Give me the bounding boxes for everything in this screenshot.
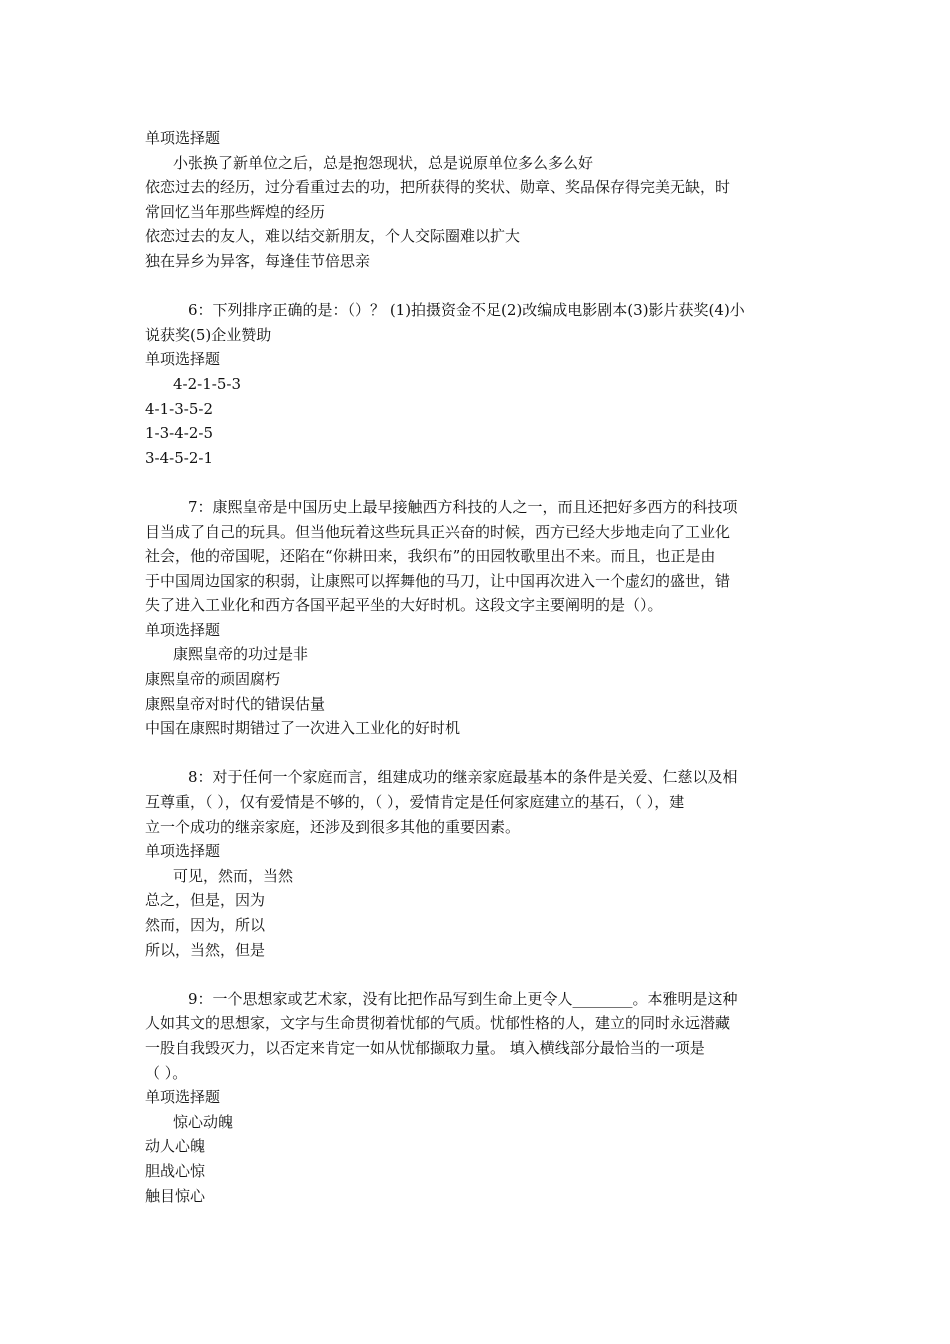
option-a: 康熙皇帝的功过是非: [173, 645, 309, 664]
question-text-line: 8：对于任何一个家庭而言，组建成功的继亲家庭最基本的条件是关爱、仁慈以及相: [188, 768, 738, 787]
option-d: 独在异乡为异客，每逢佳节倍思亲: [145, 251, 371, 270]
option-b: 总之，但是，因为: [145, 891, 266, 910]
question-text-line: 立一个成功的继亲家庭，还涉及到很多其他的重要因素。: [145, 817, 521, 836]
question-block-prev: [145, 126, 807, 274]
question-text-line: 互尊重，（ ），仅有爱情是不够的，（ ），爱情肯定是任何家庭建立的基石，（ ），建: [145, 793, 685, 812]
option-a: 4-2-1-5-3: [173, 374, 241, 393]
question-text-line: 社会，他的帝国呢，还陷在“你耕田来，我织布”的田园牧歌里出不来。而且，也正是由: [145, 547, 716, 566]
option-a: 可见，然而，当然: [173, 866, 294, 885]
question-block-7: [145, 495, 807, 741]
question-block-8: [145, 765, 807, 962]
question-text-line: 9：一个思想家或艺术家，没有比把作品写到生命上更令人________。本雅明是这种: [188, 989, 738, 1008]
option-a: 惊心动魄: [173, 1112, 234, 1131]
option-a: 小张换了新单位之后，总是抱怨现状，总是说原单位多么多么好: [173, 153, 594, 172]
question-text-line: 6：下列排序正确的是：（）？ (1)拍摄资金不足(2)改编成电影剧本(3)影片获奖(4)小: [188, 301, 745, 320]
option-c: 1-3-4-2-5: [145, 424, 213, 443]
spacer: [145, 274, 807, 299]
question-text-line: 7：康熙皇帝是中国历史上最早接触西方科技的人之一，而且还把好多西方的科技项: [188, 497, 738, 516]
question-block-9: [145, 987, 807, 1208]
question-type-label: 单项选择题: [145, 1088, 221, 1107]
spacer: [145, 741, 807, 766]
question-text-line: 失了进入工业化和西方各国平起平坐的大好时机。这段文字主要阐明的是（）。: [145, 596, 663, 615]
question-type-label: 单项选择题: [145, 842, 221, 861]
option-b-line-2: 常回忆当年那些辉煌的经历: [145, 202, 326, 221]
document-page: [145, 126, 807, 1208]
option-b: 康熙皇帝的顽固腐朽: [145, 670, 281, 689]
option-d: 中国在康熙时期错过了一次进入工业化的好时机: [145, 719, 461, 738]
option-b: 4-1-3-5-2: [145, 399, 213, 418]
question-type-label: 单项选择题: [145, 620, 221, 639]
question-type-label: 单项选择题: [145, 129, 221, 147]
option-d: 触目惊心: [145, 1186, 206, 1205]
question-type-label: 单项选择题: [145, 350, 221, 369]
question-text-line: 人如其文的思想家，文字与生命贯彻着忧郁的气质。忧郁性格的人，建立的同时永远潜藏: [145, 1014, 731, 1033]
option-c: 胆战心惊: [145, 1161, 206, 1180]
question-text-line: 于中国周边国家的积弱，让康熙可以挥舞他的马刀，让中国再次进入一个虚幻的盛世，错: [145, 571, 731, 590]
option-c: 然而，因为，所以: [145, 916, 266, 934]
spacer: [145, 470, 807, 495]
question-text-line: 目当成了自己的玩具。但当他玩着这些玩具正兴奋的时候，西方已经大步地走向了工业化: [145, 522, 731, 541]
option-b-line-1: 依恋过去的经历，过分看重过去的功，把所获得的奖状、勋章、奖品保存得完美无缺，时: [145, 178, 731, 197]
option-d: 所以，当然，但是: [145, 940, 266, 959]
option-b: 动人心魄: [145, 1137, 206, 1156]
option-c: 康熙皇帝对时代的错误估量: [145, 694, 326, 713]
option-c: 依恋过去的友人，难以结交新朋友，个人交际圈难以扩大: [145, 227, 521, 246]
question-text-line: （ ）。: [145, 1063, 188, 1082]
question-block-6: [145, 298, 807, 470]
spacer: [145, 962, 807, 987]
option-d: 3-4-5-2-1: [145, 448, 213, 467]
question-text-line: 一股自我毁灭力，以否定来肯定一如从忧郁撷取力量。 填入横线部分最恰当的一项是: [145, 1038, 705, 1057]
question-text-line: 说获奖(5)企业赞助: [145, 325, 272, 344]
